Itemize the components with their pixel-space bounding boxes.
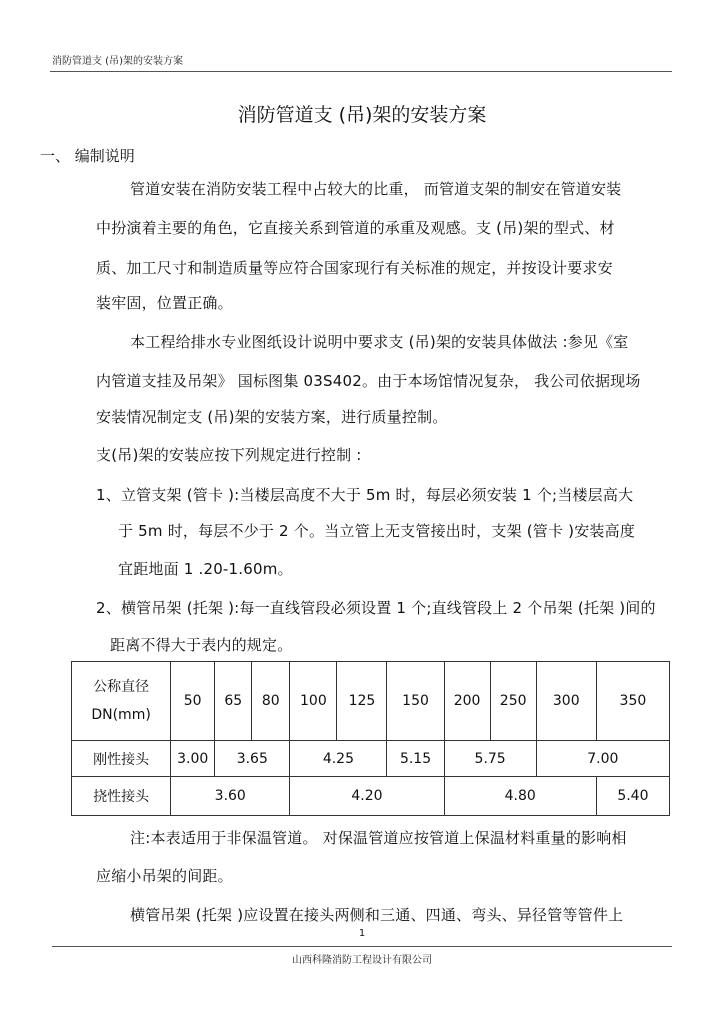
item1-line: 于 5m 时，每层不少于 2 个。当立管上无支管接出时，支架 (管卡 )安装高度 (118, 522, 636, 540)
rigid-value: 3.00 (171, 741, 215, 777)
dn-cell: 80 (252, 662, 290, 741)
flexible-label: 挠性接头 (72, 777, 171, 816)
item2-line: 距离不得大于表内的规定。 (110, 636, 293, 654)
rigid-value: 7.00 (536, 741, 669, 777)
table-row-dn (72, 662, 670, 741)
header-divider (50, 71, 672, 72)
rigid-value: 5.75 (444, 741, 536, 777)
flexible-value: 5.40 (596, 777, 669, 816)
table-row-rigid (72, 741, 670, 777)
dn-cell: 350 (596, 662, 669, 741)
para2-line: 本工程给排水专业图纸设计说明中要求支 (吊)架的安装具体做法 :参见《室 (130, 333, 629, 351)
flexible-value: 4.80 (444, 777, 596, 816)
dn-cell: 300 (536, 662, 596, 741)
flexible-value: 4.20 (290, 777, 444, 816)
rigid-value: 3.65 (215, 741, 290, 777)
para2-line: 内管道支挂及吊架》 国标图集 03S402。由于本场馆情况复杂， 我公司依据现场 (96, 372, 641, 390)
dn-cell: 250 (490, 662, 536, 741)
dn-cell: 150 (387, 662, 444, 741)
table-row-flexible (72, 777, 670, 816)
running-header: 消防管道支 (吊)架的安装方案 (52, 56, 183, 67)
dn-unit-line: DN(mm) (91, 707, 151, 723)
control-rules-intro: 支(吊)架的安装应按下列规定进行控制 : (96, 446, 362, 464)
hanger-spacing-table (71, 661, 670, 816)
item2-line: 2、横管吊架 (托架 ):每一直线管段必须设置 1 个;直线管段上 2 个吊架 (托架 )间的 (96, 599, 656, 617)
document-title: 消防管道支 (吊)架的安装方案 (237, 104, 487, 126)
table-header-cell (72, 662, 171, 741)
dn-cell: 50 (171, 662, 215, 741)
note-line: 注:本表适用于非保温管道。 对保温管道应按管道上保温材料重量的影响相 (130, 829, 627, 847)
dn-cell: 125 (337, 662, 387, 741)
dn-label-line: 公称直径 (93, 679, 150, 695)
para1-line: 装牢固，位置正确。 (96, 294, 233, 312)
para1-line: 管道安装在消防安装工程中占较大的比重， 而管道支架的制安在管道安装 (130, 180, 622, 198)
dn-cell: 100 (290, 662, 337, 741)
company-name: 山西科隆消防工程设计有限公司 (292, 955, 432, 966)
para1-line: 质、加工尺寸和制造质量等应符合国家现行有关标准的规定，并按设计要求安 (96, 259, 613, 277)
item1-line: 1、立管支架 (管卡 ):当楼层高度不大于 5m 时，每层必须安装 1 个;当楼层高大 (96, 486, 634, 504)
section-heading: 一、 编制说明 (40, 147, 135, 165)
rigid-value: 4.25 (290, 741, 387, 777)
page-number: 1 (358, 928, 366, 939)
flexible-value: 3.60 (171, 777, 290, 816)
last-paragraph-line: 横管吊架 (托架 )应设置在接头两侧和三通、四通、弯头、异径管等管件上 (130, 906, 624, 924)
item1-line: 宜距地面 1 .20-1.60m。 (118, 560, 293, 578)
dn-cell: 200 (444, 662, 490, 741)
rigid-value: 5.15 (387, 741, 444, 777)
rigid-label: 刚性接头 (72, 741, 171, 777)
para1-line: 中扮演着主要的角色，它直接关系到管道的承重及观感。支 (吊)架的型式、材 (96, 219, 615, 237)
dn-cell: 65 (215, 662, 252, 741)
footer-divider (52, 946, 672, 947)
para2-line: 安装情况制定支 (吊)架的安装方案，进行质量控制。 (96, 408, 448, 426)
note-line: 应缩小吊架的间距。 (96, 867, 233, 885)
